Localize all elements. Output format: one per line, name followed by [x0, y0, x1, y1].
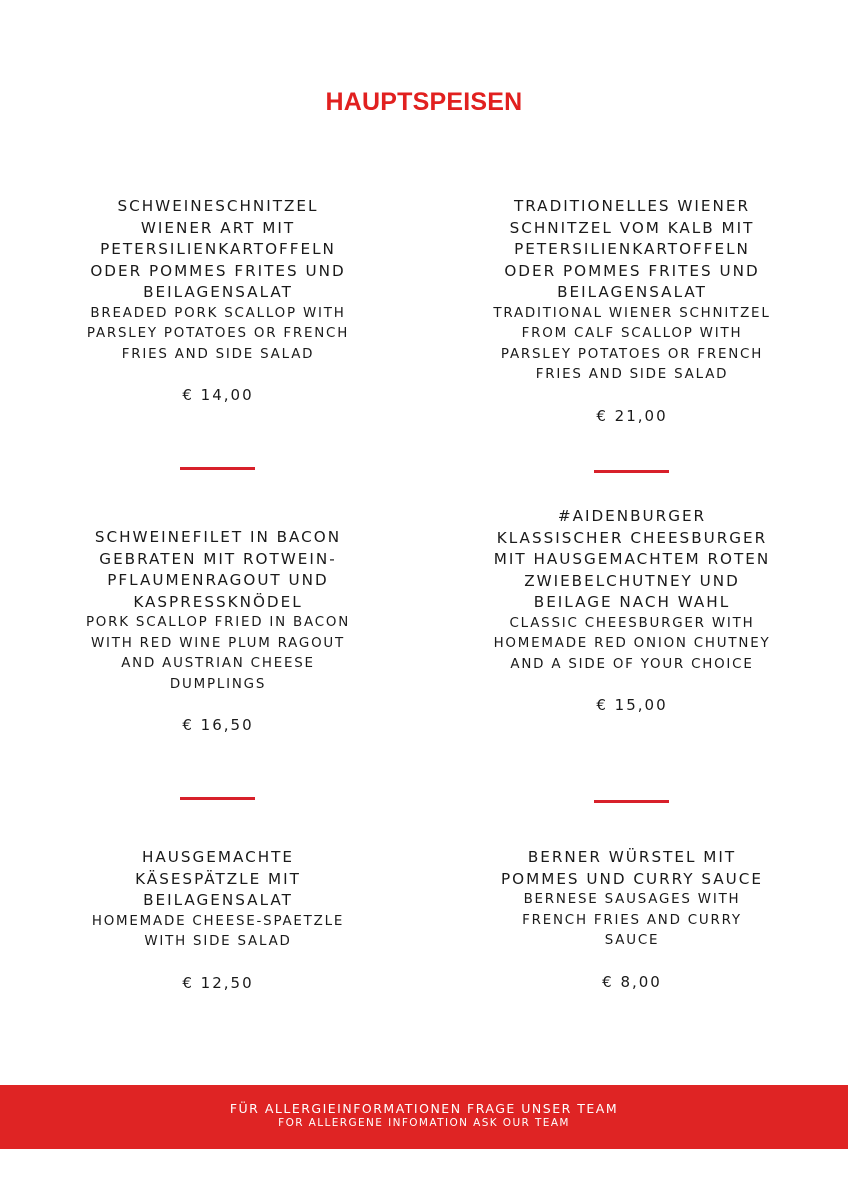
footer-line-english: FOR ALLERGENE INFOMATION ASK OUR TEAM — [278, 1117, 570, 1129]
dish-description: TRADITIONAL WIENER SCHNITZEL FROM CALF SCALLOP WITH PARSLEY POTATOES OR FRENCH FRIES AND SIDE SALAD — [493, 305, 771, 383]
dish-price: € 14,00 — [182, 386, 254, 405]
dish-name: BERNER WÜRSTEL MIT POMMES UND CURRY SAUCE — [501, 848, 763, 888]
menu-item-kaesespaetzle — [78, 847, 358, 993]
menu-item-aidenburger — [492, 506, 772, 715]
dish-name: #AIDENBURGER KLASSISCHER CHEESBURGER MIT HAUSGEMACHTEM ROTEN ZWIEBELCHUTNEY UND BEILAGE NACH WAHL — [493, 507, 771, 611]
dish-price: € 12,50 — [182, 973, 254, 992]
dish-price: € 16,50 — [182, 716, 254, 735]
dish-description: PORK SCALLOP FRIED IN BACON WITH RED WINE PLUM RAGOUT AND AUSTRIAN CHEESE DUMPLINGS — [85, 615, 351, 692]
divider — [594, 800, 669, 803]
dish-description: HOMEMADE CHEESE-SPAETZLE WITH SIDE SALAD — [91, 913, 345, 950]
dish-name: TRADITIONELLES WIENER SCHNITZEL VOM KALB MIT PETERSILIENKARTOFFELN ODER POMMES FRITES UND BEILAGENSALAT — [504, 197, 760, 301]
dish-description: BREADED PORK SCALLOP WITH PARSLEY POTATOES OR FRENCH FRIES AND SIDE SALAD — [86, 305, 350, 362]
menu-item-schweinefilet — [78, 527, 358, 735]
dish-description: BERNESE SAUSAGES WITH FRENCH FRIES AND CURRY SAUCE — [522, 892, 742, 949]
dish-price: € 15,00 — [596, 696, 668, 715]
allergy-footer — [0, 1085, 848, 1149]
page-title: HAUPTSPEISEN — [325, 88, 523, 116]
dish-name: SCHWEINEFILET IN BACON GEBRATEN MIT ROTWEIN-PFLAUMENRAGOUT UND KASPRESSKNÖDEL — [94, 528, 342, 611]
divider — [180, 797, 255, 800]
divider — [180, 467, 255, 470]
menu-item-berner-wuerstel — [492, 847, 772, 992]
footer-line-german: FÜR ALLERGIEINFORMATIONEN FRAGE UNSER TEAM — [229, 1101, 619, 1116]
dish-description: CLASSIC CHEESBURGER WITH HOMEMADE RED ONION CHUTNEY AND A SIDE OF YOUR CHOICE — [493, 615, 771, 672]
menu-item-schweineschnitzel — [78, 196, 358, 405]
dish-name: HAUSGEMACHTE KÄSESPÄTZLE MIT BEILAGENSALAT — [135, 848, 301, 909]
menu-item-wiener-schnitzel — [492, 196, 772, 426]
dish-price: € 21,00 — [596, 406, 668, 425]
divider — [594, 470, 669, 473]
dish-name: SCHWEINESCHNITZEL WIENER ART MIT PETERSILIENKARTOFFELN ODER POMMES FRITES UND BEILAGENSALAT — [90, 197, 346, 301]
dish-price: € 8,00 — [602, 972, 662, 991]
